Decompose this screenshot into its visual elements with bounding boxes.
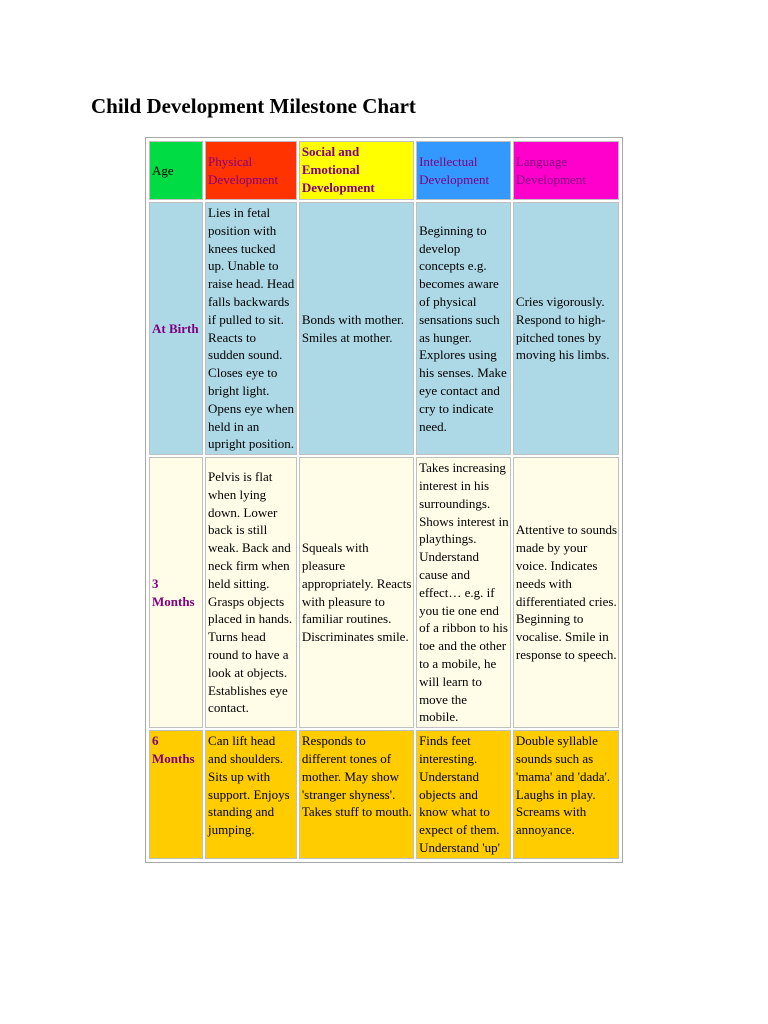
milestone-table bbox=[145, 137, 623, 863]
intellectual-cell: Finds feet interesting. Understand objects and know what to expect of them. Understand 'up' bbox=[416, 730, 511, 859]
social-cell: Responds to different tones of mother. May show 'stranger shyness'. Takes stuff to mouth. bbox=[299, 730, 414, 859]
age-cell: 6 Months bbox=[149, 730, 203, 859]
language-cell: Cries vigorously. Respond to high-pitched tones by moving his limbs. bbox=[513, 202, 619, 455]
language-cell: Double syllable sounds such as 'mama' and 'dada'. Laughs in play. Screams with annoyance. bbox=[513, 730, 619, 859]
language-cell: Attentive to sounds made by your voice. Indicates needs with differentiated cries. Beginning to vocalise. Smile in response to speech. bbox=[513, 457, 619, 728]
social-cell: Bonds with mother. Smiles at mother. bbox=[299, 202, 414, 455]
social-cell: Squeals with pleasure appropriately. Reacts with pleasure to familiar routines. Discriminates smile. bbox=[299, 457, 414, 728]
header-intellectual: Intellectual Development bbox=[416, 141, 511, 200]
physical-cell: Pelvis is flat when lying down. Lower back is still weak. Back and neck firm when held sitting. Grasps objects placed in hands. Turns head round to have a look at objects. Establishes eye contact. bbox=[205, 457, 297, 728]
header-row bbox=[149, 141, 619, 200]
table-row bbox=[149, 202, 619, 455]
page-title: Child Development Milestone Chart bbox=[91, 94, 416, 118]
age-cell: 3 Months bbox=[149, 457, 203, 728]
physical-cell: Lies in fetal position with knees tucked up. Unable to raise head. Head falls backwards if pulled to sit. Reacts to sudden sound. Closes eye to bright light. Opens eye when held in an upright position. bbox=[205, 202, 297, 455]
header-physical: Physical Development bbox=[205, 141, 297, 200]
intellectual-cell: Beginning to develop concepts e.g. becomes aware of physical sensations such as hunger. Explores using his senses. Make eye contact and cry to indicate need. bbox=[416, 202, 511, 455]
table-row bbox=[149, 730, 619, 859]
header-social: Social and Emotional Development bbox=[299, 141, 414, 200]
table-row bbox=[149, 457, 619, 728]
header-language: Language Development bbox=[513, 141, 619, 200]
physical-cell: Can lift head and shoulders. Sits up with support. Enjoys standing and jumping. bbox=[205, 730, 297, 859]
header-age-label: Age bbox=[152, 162, 174, 178]
intellectual-cell: Takes increasing interest in his surroundings. Shows interest in playthings. Understand cause and effect… e.g. if you tie one end of a ribbon to his toe and the other to a mobile, he will learn to move the mobile. bbox=[416, 457, 511, 728]
age-cell: At Birth bbox=[149, 202, 203, 455]
header-age bbox=[149, 141, 203, 200]
